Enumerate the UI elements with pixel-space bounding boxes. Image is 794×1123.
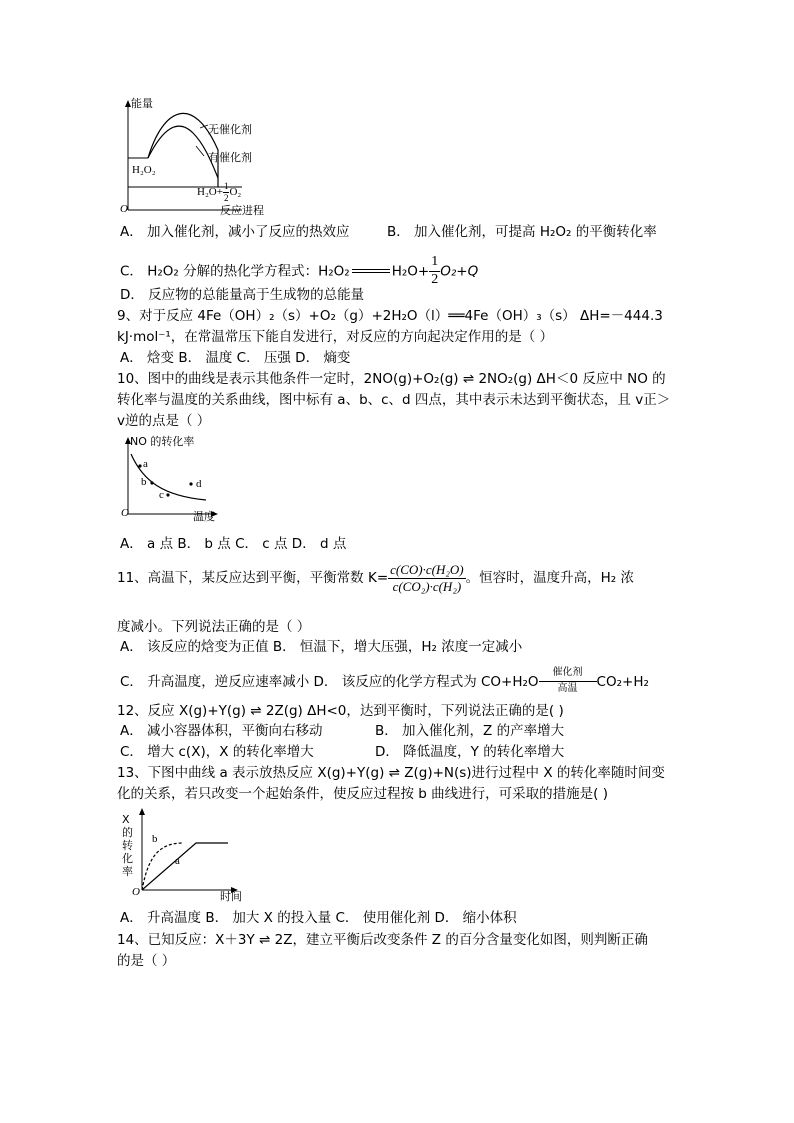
- q8-option-a: A． 加入催化剂，减小了反应的热效应: [120, 224, 350, 240]
- q13-fig-ylabel: X 的 转 化 率: [122, 813, 133, 878]
- label-d: d: [196, 478, 202, 490]
- q9-stem-line2: kJ·mol⁻¹，在常温常压下能自发进行，对反应的方向起决定作用的是（ ）: [117, 329, 554, 345]
- origin-1: O: [120, 203, 128, 215]
- curve-a-label: a: [175, 855, 180, 867]
- energy-x-label: 反应进程: [220, 204, 264, 217]
- label-a: a: [143, 458, 148, 470]
- q14-stem-line1: 14、已知反应：X＋3Y ⇌ 2Z，建立平衡后改变条件 Z 的百分含量变化如图，则判断正确: [117, 932, 648, 948]
- q13-fig-xlabel: 时间: [220, 890, 242, 903]
- q9-options: A． 焓变 B． 温度 C． 压强 D． 熵变: [120, 350, 351, 366]
- q12-stem: 12、反应 X(g)+Y(g) ⇌ 2Z(g) ΔH<0，达到平衡时，下列说法正确的是( ): [117, 703, 564, 719]
- q13-stem-line1: 13、下图中曲线 a 表示放热反应 X(g)+Y(g) ⇌ Z(g)+N(s)进行过程中 X 的转化率随时间变: [117, 765, 665, 781]
- q11-stem-line1: 11、高温下，某反应达到平衡，平衡常数 K= $\frac{\text{c(CO)·c(H₂O)}}{\text{c(CO₂)·c(H₂)}}$ 。恒容时，温度升高，H₂ 浓: [117, 562, 634, 594]
- q11-stem-line2: 度减小。下列说法正确的是（ ）: [117, 619, 311, 635]
- point-b: [150, 481, 153, 484]
- origin-2: O: [121, 507, 129, 519]
- reactant-label: H₂O₂: [132, 164, 156, 176]
- q10-stem-line3: v逆的点是（ ）: [117, 413, 211, 429]
- point-d: [189, 482, 192, 485]
- q10-fig-ylabel: NO 的转化率: [130, 435, 195, 448]
- q12-option-b: B． 加入催化剂，Z 的产率增大: [375, 723, 565, 739]
- q8-option-c: C． H₂O₂ 分解的热化学方程式：H₂O₂ H₂O+ $\frac{1}{2}$ O₂+Q: [120, 254, 479, 287]
- curve-a: [142, 843, 228, 890]
- q13-options: A． 升高温度 B． 加大 X 的投入量 C． 使用催化剂 D． 缩小体积: [120, 910, 517, 926]
- q12-option-d: D． 降低温度，Y 的转化率增大: [375, 744, 565, 760]
- q10-fig-xlabel: 温度: [193, 510, 215, 523]
- label-c: c: [159, 489, 164, 501]
- product-label: H₂O+ $\frac{1}{2}$ O₂: [197, 181, 242, 203]
- q12-option-a: A． 减小容器体积，平衡向右移动: [120, 723, 323, 739]
- q10-stem-line1: 10、图中的曲线是表示其他条件一定时，2NO(g)+O₂(g) ⇌ 2NO₂(g) ΔH＜0 反应中 NO 的: [117, 371, 666, 387]
- q13-stem-line2: 化的关系，若只改变一个起始条件，使反应过程按 b 曲线进行，可采取的措施是( ): [117, 786, 608, 802]
- uncat-label: 无催化剂: [208, 123, 252, 136]
- q8-option-b: B． 加入催化剂，可提高 H₂O₂ 的平衡转化率: [387, 224, 657, 240]
- point-c: [166, 493, 169, 496]
- origin-3: O: [132, 886, 140, 898]
- energy-y-label: 能量: [131, 97, 153, 110]
- q10-stem-line2: 转化率与温度的关系曲线，图中标有 a、b、c、d 四点，其中表示未达到平衡状态，且 v正＞: [117, 392, 671, 408]
- q11-option-ab: A． 该反应的焓变为正值 B． 恒温下，增大压强，H₂ 浓度一定减小: [120, 639, 523, 655]
- curve-b-label: b: [152, 833, 158, 845]
- q8-option-d: D． 反应物的总能量高于生成物的总能量: [120, 287, 365, 303]
- q14-stem-line2: 的是（ ）: [117, 953, 176, 969]
- q10-options: A． a 点 B． b 点 C． c 点 D． d 点: [120, 536, 347, 552]
- q12-option-c: C． 增大 c(X)，X 的转化率增大: [120, 744, 314, 760]
- point-a: [138, 464, 141, 467]
- q9-stem-line1: 9、对于反应 4Fe（OH）₂（s）+O₂（g）+2H₂O（l）══4Fe（OH）₃（s） ΔH=－444.3: [117, 308, 663, 324]
- label-b: b: [141, 476, 147, 488]
- q11-option-cd: C． 升高温度，逆反应速率减小 D． 该反应的化学方程式为 CO+H₂O 催化剂 高温 CO₂+H₂: [120, 667, 649, 694]
- cat-label: 有催化剂: [208, 151, 252, 164]
